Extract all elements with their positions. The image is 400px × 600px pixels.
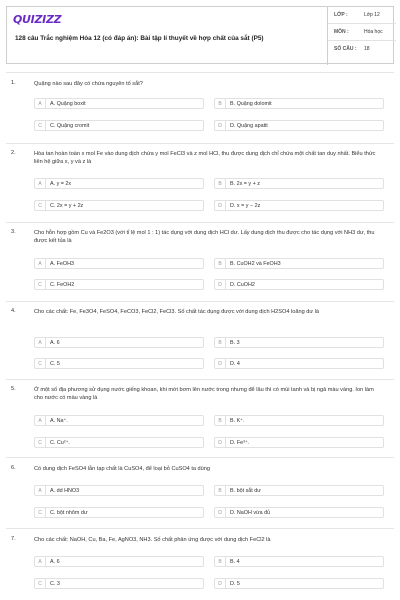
option-text: B. bột sắt dư xyxy=(230,487,261,494)
option-text: B. 3 xyxy=(230,339,240,346)
meta-row-class xyxy=(328,7,396,23)
option-letter: B xyxy=(215,486,226,495)
option-text: C. Quặng cromit xyxy=(50,122,90,129)
option-c[interactable] xyxy=(34,578,204,589)
option-text: D. NaOH vừa đủ xyxy=(230,509,271,516)
option-text: D. Fe³⁺. xyxy=(230,439,250,446)
meta-key: MÔN : xyxy=(334,29,349,35)
option-letter: D xyxy=(215,359,226,368)
question-text: Cho các chất: Fe, Fe3O4, FeSO4, FeCO3, FeCl2, FeCl3. Số chất tác dụng được với dung dịch H2SO4 loãng dư là xyxy=(34,309,320,315)
option-letter: B xyxy=(215,338,226,347)
meta-value: Lớp 12 xyxy=(364,12,380,18)
option-text: A. 6 xyxy=(50,558,60,565)
question-text: Cho hỗn hợp gồm Cu và Fe2O3 (với tỉ lệ mol 1 : 1) tác dụng với dung dịch HCl dư. Lấy dung dịch thu được cho tác dụng với NH3 dư, thu được kết tủa là xyxy=(34,230,375,244)
option-b[interactable] xyxy=(214,98,384,109)
question-text: Có dung dịch FeSO4 lẫn tạp chất là CuSO4, để loại bỏ CuSO4 ta dùng xyxy=(34,466,211,472)
option-letter: A xyxy=(35,99,46,108)
option-text: A. dd HNO3 xyxy=(50,487,80,494)
question-text: Cho các chất: NaOH, Cu, Ba, Fe, AgNO3, NH3. Số chất phản ứng được với dung dịch FeCl2 là xyxy=(34,537,271,543)
document-header xyxy=(6,6,394,64)
option-c[interactable] xyxy=(34,279,204,290)
option-b[interactable] xyxy=(214,556,384,567)
meta-key: SỐ CÂU : xyxy=(334,46,357,52)
quizizz-logo: QUIZIZZ xyxy=(13,13,62,26)
meta-row-subject xyxy=(328,23,396,40)
option-text: C. 2x = y + 2z xyxy=(50,202,84,209)
option-c[interactable] xyxy=(34,120,204,131)
question-text: Ở một số địa phương sử dụng nước giếng khoan, khi mới bơm lên nước trong nhưng để lâu thì có mùi tanh và bị ngả màu vàng. Ion làm cho nước có màu vàng là xyxy=(34,387,374,401)
option-text: A. FeOH3 xyxy=(50,260,74,267)
option-a[interactable] xyxy=(34,98,204,109)
option-letter: C xyxy=(35,359,46,368)
option-text: A. Quặng boxit xyxy=(50,100,86,107)
option-letter: C xyxy=(35,438,46,447)
option-b[interactable] xyxy=(214,258,384,269)
option-letter: A xyxy=(35,486,46,495)
meta-value: Hóa học xyxy=(364,29,383,35)
option-a[interactable] xyxy=(34,485,204,496)
option-text: D. 4 xyxy=(230,360,240,367)
option-letter: C xyxy=(35,280,46,289)
option-text: B. 2x = y + z xyxy=(230,180,260,187)
meta-key: LỚP : xyxy=(334,12,348,18)
option-text: C. Cu²⁺. xyxy=(50,439,70,446)
option-d[interactable] xyxy=(214,358,384,369)
question-text: Quặng nào sau đây có chứa nguyên tố sắt? xyxy=(34,81,143,87)
option-text: B. Quặng dolomit xyxy=(230,100,272,107)
option-d[interactable] xyxy=(214,437,384,448)
option-c[interactable] xyxy=(34,200,204,211)
option-b[interactable] xyxy=(214,178,384,189)
meta-value: 18 xyxy=(364,46,370,52)
option-letter: A xyxy=(35,179,46,188)
option-text: A. 6 xyxy=(50,339,60,346)
option-b[interactable] xyxy=(214,485,384,496)
option-a[interactable] xyxy=(34,556,204,567)
option-letter: D xyxy=(215,201,226,210)
option-text: D. x = y − 2z xyxy=(230,202,261,209)
option-letter: C xyxy=(35,579,46,588)
option-letter: D xyxy=(215,121,226,130)
option-d[interactable] xyxy=(214,279,384,290)
option-letter: B xyxy=(215,99,226,108)
question-number: 3. xyxy=(11,229,16,235)
option-text: C. 5 xyxy=(50,360,60,367)
option-text: C. 3 xyxy=(50,580,60,587)
option-d[interactable] xyxy=(214,578,384,589)
question-text: Hòa tan hoàn toàn x mol Fe vào dung dịch chứa y mol FeCl3 và z mol HCl, thu được dung dịch chỉ chứa một chất tan duy nhất. Biểu thức liên hệ giữa x, y và z là xyxy=(34,151,376,165)
option-text: D. Quặng apatit xyxy=(230,122,268,129)
document-title: 128 câu Trắc nghiệm Hóa 12 (có đáp án): Bài tập lí thuyết về hợp chất của sắt (P5) xyxy=(15,35,264,42)
option-letter: D xyxy=(215,438,226,447)
option-text: A. y = 2x xyxy=(50,180,72,187)
option-text: C. bột nhôm dư xyxy=(50,509,88,516)
question-divider xyxy=(6,222,394,223)
option-d[interactable] xyxy=(214,200,384,211)
option-text: A. Na⁺. xyxy=(50,417,68,424)
option-letter: A xyxy=(35,557,46,566)
question-number: 6. xyxy=(11,465,16,471)
document-meta xyxy=(327,7,396,65)
option-letter: A xyxy=(35,416,46,425)
option-text: D. CuOH2 xyxy=(230,281,255,288)
option-text: B. 4 xyxy=(230,558,240,565)
option-b[interactable] xyxy=(214,415,384,426)
option-letter: A xyxy=(35,259,46,268)
option-text: B. CuOH2 và FeOH3 xyxy=(230,260,281,267)
question-number: 2. xyxy=(11,150,16,156)
header-divider xyxy=(6,72,394,73)
question-number: 1. xyxy=(11,80,16,86)
option-a[interactable] xyxy=(34,415,204,426)
option-a[interactable] xyxy=(34,337,204,348)
option-letter: D xyxy=(215,508,226,517)
option-letter: B xyxy=(215,416,226,425)
option-letter: C xyxy=(35,121,46,130)
question-divider xyxy=(6,301,394,302)
option-letter: D xyxy=(215,280,226,289)
option-b[interactable] xyxy=(214,337,384,348)
option-letter: C xyxy=(35,201,46,210)
option-text: C. FeOH2 xyxy=(50,281,75,288)
question-divider xyxy=(6,143,394,144)
option-letter: B xyxy=(215,259,226,268)
option-a[interactable] xyxy=(34,258,204,269)
option-letter: C xyxy=(35,508,46,517)
option-letter: B xyxy=(215,179,226,188)
question-number: 4. xyxy=(11,308,16,314)
question-number: 7. xyxy=(11,536,16,542)
option-letter: D xyxy=(215,579,226,588)
option-c[interactable] xyxy=(34,507,204,518)
question-divider xyxy=(6,457,394,458)
option-c[interactable] xyxy=(34,358,204,369)
option-d[interactable] xyxy=(214,507,384,518)
question-divider xyxy=(6,528,394,529)
option-letter: A xyxy=(35,338,46,347)
option-letter: B xyxy=(215,557,226,566)
option-text: B. K⁺. xyxy=(230,417,245,424)
option-text: D. 5 xyxy=(230,580,240,587)
option-d[interactable] xyxy=(214,120,384,131)
meta-row-count xyxy=(328,40,396,57)
option-c[interactable] xyxy=(34,437,204,448)
question-divider xyxy=(6,379,394,380)
option-a[interactable] xyxy=(34,178,204,189)
question-number: 5. xyxy=(11,386,16,392)
